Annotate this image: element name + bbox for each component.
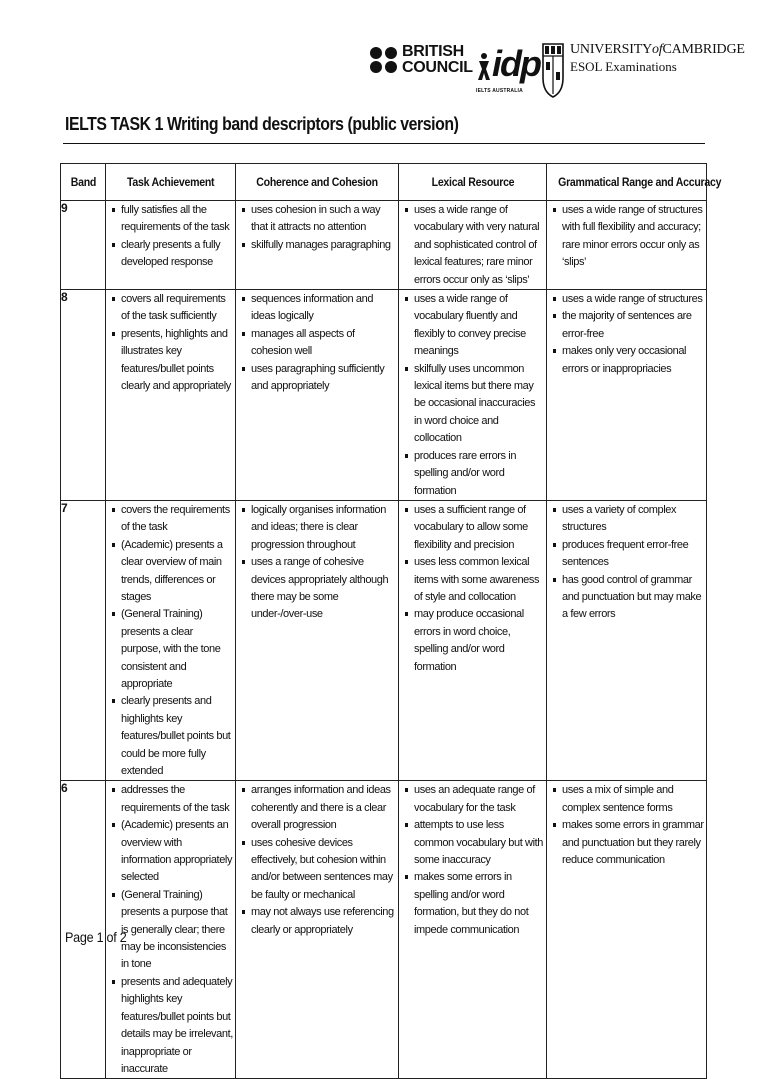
descriptor-item: addresses the requirements of the task xyxy=(111,782,233,817)
descriptor-item: uses paragraphing sufficiently and appropriately xyxy=(241,361,396,396)
descriptor-list xyxy=(106,290,235,395)
table-row xyxy=(61,290,707,501)
descriptor-item: presents, highlights and illustrates key features/bullet points clearly and appropriately xyxy=(111,326,233,396)
descriptor-list xyxy=(547,201,706,272)
descriptor-item: (General Training) presents a purpose that is generally clear; there may be inconsistencies in tone xyxy=(111,887,233,974)
document-title: IELTS TASK 1 Writing band descriptors (public version) xyxy=(65,114,459,134)
descriptor-list xyxy=(106,501,235,781)
descriptor-list xyxy=(547,290,706,378)
grammar-cell xyxy=(547,500,707,781)
descriptor-item: (Academic) presents an overview with information appropriately selected xyxy=(111,817,233,887)
descriptor-item: arranges information and ideas coherently and there is a clear overall progression xyxy=(241,782,396,834)
descriptor-item: uses a range of cohesive devices appropriately although there may be some under-/over-use xyxy=(241,554,396,624)
british-council-line-2: COUNCIL xyxy=(402,59,473,76)
band-score: 6 xyxy=(61,781,106,1079)
descriptor-list xyxy=(106,201,235,272)
descriptor-item: attempts to use less common vocabulary but with some inaccuracy xyxy=(404,817,544,869)
header-lexical-resource: Lexical Resource xyxy=(399,164,547,201)
descriptor-item: makes some errors in spelling and/or word formation, but they do not impede communication xyxy=(404,869,544,939)
descriptor-item: presents and adequately highlights key features/bullet points but details may be irrelevant, inappropriate or inaccurate xyxy=(111,974,233,1078)
descriptor-item: may produce occasional errors in word choice, spelling and/or word formation xyxy=(404,606,544,676)
table-row xyxy=(61,201,707,290)
idp-figure-icon xyxy=(476,52,492,82)
descriptor-item: logically organises information and ideas; there is clear progression throughout xyxy=(241,502,396,554)
task-cell xyxy=(106,290,236,501)
descriptor-item: uses a wide range of structures with full flexibility and accuracy; rare minor errors occur only as ‘slips’ xyxy=(552,202,704,272)
task-cell xyxy=(106,201,236,290)
descriptor-list xyxy=(399,201,546,289)
lexical-cell xyxy=(399,201,547,290)
cambridge-department: ESOL Examinations xyxy=(570,59,677,74)
table-body xyxy=(61,201,707,1079)
descriptor-item: makes only very occasional errors or inappropriacies xyxy=(552,343,704,378)
descriptor-item: produces frequent error-free sentences xyxy=(552,537,704,572)
title-divider xyxy=(63,143,705,144)
descriptor-item: uses a variety of complex structures xyxy=(552,502,704,537)
descriptor-item: skilfully uses uncommon lexical items but there may be occasional inaccuracies in word choice and collocation xyxy=(404,361,544,448)
descriptor-item: covers all requirements of the task sufficiently xyxy=(111,291,233,326)
descriptor-item: uses a wide range of vocabulary with very natural and sophisticated control of lexical features; rare minor errors occur only as ‘slips’ xyxy=(404,202,544,289)
descriptor-list xyxy=(236,781,398,939)
cambridge-name: UNIVERSITYofCAMBRIDGE xyxy=(570,42,745,57)
descriptor-item: uses less common lexical items with some awareness of style and collocation xyxy=(404,554,544,606)
coherence-cell xyxy=(236,500,399,781)
british-council-dots-icon xyxy=(370,47,398,73)
logo-group xyxy=(370,40,745,102)
band-descriptor-table xyxy=(60,163,722,1079)
descriptor-item: uses a wide range of vocabulary fluently and flexibly to convey precise meanings xyxy=(404,291,544,361)
descriptor-item: clearly presents and highlights key features/bullet points but could be more fully extended xyxy=(111,693,233,780)
descriptor-list xyxy=(547,781,706,869)
descriptor-item: fully satisfies all the requirements of the task xyxy=(111,202,233,237)
descriptor-item: may not always use referencing clearly or appropriately xyxy=(241,904,396,939)
lexical-cell xyxy=(399,500,547,781)
descriptor-item: (General Training) presents a clear purpose, with the tone consistent and appropriate xyxy=(111,606,233,693)
header-coherence-cohesion: Coherence and Cohesion xyxy=(236,164,399,201)
header-band: Band xyxy=(61,164,106,201)
band-score: 9 xyxy=(61,201,106,290)
descriptor-item: produces rare errors in spelling and/or word formation xyxy=(404,448,544,500)
grammar-cell xyxy=(547,290,707,501)
descriptor-item: manages all aspects of cohesion well xyxy=(241,326,396,361)
idp-wordmark: idp xyxy=(492,43,540,84)
coherence-cell xyxy=(236,201,399,290)
table-row xyxy=(61,500,707,781)
descriptor-list xyxy=(547,501,706,624)
grammar-cell xyxy=(547,201,707,290)
band-score: 7 xyxy=(61,500,106,781)
page-footer: Page 1 of 2 xyxy=(65,929,127,945)
descriptor-item: skilfully manages paragraphing xyxy=(241,237,396,254)
descriptor-list xyxy=(236,290,398,395)
descriptor-item: sequences information and ideas logically xyxy=(241,291,396,326)
descriptor-item: uses an adequate range of vocabulary for the task xyxy=(404,782,544,817)
coherence-cell xyxy=(236,781,399,1079)
header-grammatical-range: Grammatical Range and Accuracy xyxy=(547,164,707,201)
descriptor-item: the majority of sentences are error-free xyxy=(552,308,704,343)
band-score: 8 xyxy=(61,290,106,501)
grammar-cell xyxy=(547,781,707,1079)
descriptor-list xyxy=(399,781,546,939)
descriptor-item: uses a sufficient range of vocabulary to allow some flexibility and precision xyxy=(404,502,544,554)
descriptor-item: uses a mix of simple and complex sentence forms xyxy=(552,782,704,817)
descriptor-list xyxy=(236,501,398,624)
header-task-achievement: Task Achievement xyxy=(106,164,236,201)
task-cell xyxy=(106,500,236,781)
descriptor-item: clearly presents a fully developed response xyxy=(111,237,233,272)
descriptor-list xyxy=(399,290,546,500)
table-header-row xyxy=(61,164,707,201)
lexical-cell xyxy=(399,781,547,1079)
idp-logo xyxy=(474,43,540,100)
descriptor-item: uses cohesion in such a way that it attracts no attention xyxy=(241,202,396,237)
table-row xyxy=(61,781,707,1079)
descriptor-item: has good control of grammar and punctuation but may make a few errors xyxy=(552,572,704,624)
cambridge-shield-icon xyxy=(542,42,564,98)
coherence-cell xyxy=(236,290,399,501)
british-council-line-1: BRITISH xyxy=(402,43,464,60)
descriptor-item: uses a wide range of structures xyxy=(552,291,704,308)
descriptor-item: makes some errors in grammar and punctuation but they rarely reduce communication xyxy=(552,817,704,869)
descriptor-list xyxy=(236,201,398,254)
british-council-logo xyxy=(370,44,473,76)
descriptor-list xyxy=(399,501,546,676)
descriptor-item: uses cohesive devices effectively, but cohesion within and/or between sentences may be faulty or mechanical xyxy=(241,835,396,905)
cambridge-logo xyxy=(542,42,745,98)
lexical-cell xyxy=(399,290,547,501)
descriptor-item: covers the requirements of the task xyxy=(111,502,233,537)
idp-subtitle: IELTS AUSTRALIA xyxy=(476,88,523,94)
descriptor-item: (Academic) presents a clear overview of main trends, differences or stages xyxy=(111,537,233,607)
